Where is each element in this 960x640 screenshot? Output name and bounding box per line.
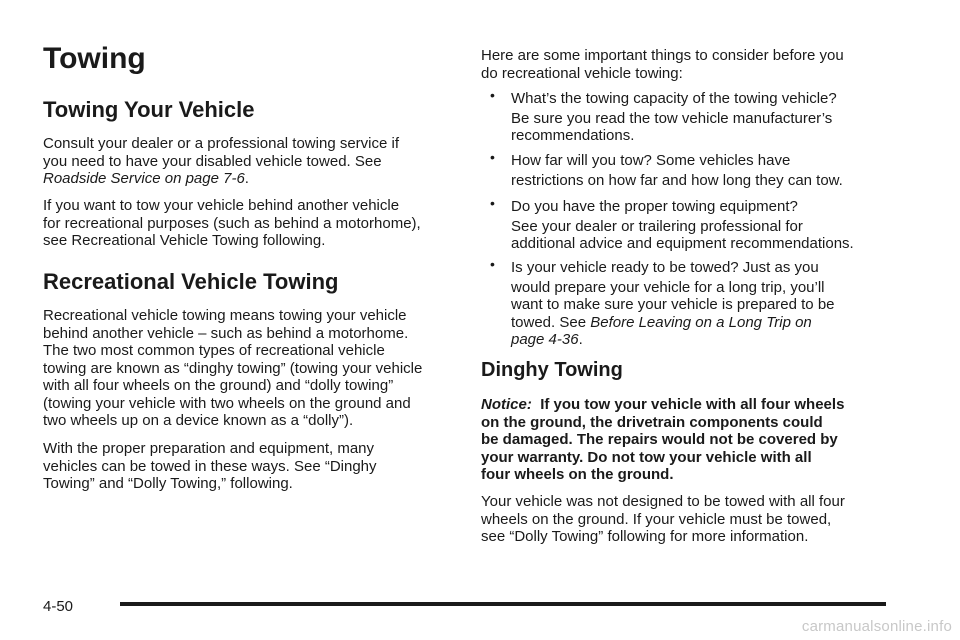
text-line: vehicles can be towed in these ways. See “Dinghy [43,457,377,475]
page-title: Towing [43,42,146,75]
text-line: want to make sure your vehicle is prepared to be [511,296,835,313]
text-line: What’s the towing capacity of the towing vehicle? [511,90,837,107]
text-line: Be sure you read the tow vehicle manufacturer’s [511,109,833,127]
paragraph-consult-dealer [43,135,399,188]
text-line: with all four wheels on the ground) and “dolly towing” [43,377,394,394]
text-line: for recreational purposes (such as behind a motorhome), [43,214,421,232]
text-line: see Recreational Vehicle Towing following. [43,232,326,249]
text-line: towing are known as “dinghy towing” (towing your vehicle [43,359,423,377]
text-line: you need to have your disabled vehicle towed. See [43,152,382,170]
notice-drivetrain-damage [481,396,844,484]
text-line: your warranty. Do not tow your vehicle with all [481,448,812,466]
text-line: Is your vehicle ready to be towed? Just as you [511,259,819,276]
text-segment: towed. See [511,313,591,331]
text-line: four wheels on the ground. [481,466,674,483]
text-line: Towing” and “Dolly Towing,” following. [43,475,293,492]
text-line: wheels on the ground. If your vehicle must be towed, [481,510,832,528]
text-line: If you tow your vehicle with all four wheels [540,396,845,413]
text-line: on the ground, the drivetrain components could [481,413,823,431]
text-line: The two most common types of recreational vehicle [43,342,385,359]
heading-recreational-vehicle-towing: Recreational Vehicle Towing [43,269,339,294]
text-punctuation: . [578,331,583,348]
cross-reference-long-trip[interactable]: Before Leaving on a Long Trip on [590,313,812,331]
text-line: two wheels up on a device known as a “dolly”). [43,412,354,429]
text-line: If you want to tow your vehicle behind another vehicle [43,197,400,214]
text-line: (towing your vehicle with two wheels on the ground and [43,394,411,412]
cross-reference-roadside-service[interactable]: Roadside Service on page 7-6 [43,170,245,187]
text-line: See your dealer or trailering professional for [511,217,803,235]
text-punctuation: . [244,170,249,187]
paragraph-intro [481,47,844,82]
text-line: Recreational vehicle towing means towing your vehicle [43,307,407,324]
text-line: Your vehicle was not designed to be towed with all four [481,493,845,510]
cross-reference-long-trip-page[interactable]: page 4-36 [511,331,579,348]
text-line: do recreational vehicle towing: [481,64,683,82]
text-line: recommendations. [511,127,635,144]
text-line: would prepare your vehicle for a long trip, you’ll [511,278,825,296]
bullet-icon: • [490,256,495,272]
paragraph-recreational-definition [43,307,422,430]
text-line: With the proper preparation and equipment, many [43,440,375,457]
text-line: How far will you tow? Some vehicles have [511,152,791,169]
paragraph-recreational-purposes [43,197,421,250]
heading-dinghy-towing: Dinghy Towing [481,359,623,381]
text-line: see “Dolly Towing” following for more information. [481,528,809,545]
page-number: 4-50 [43,598,74,615]
text-line: Do you have the proper towing equipment? [511,198,798,215]
text-line: additional advice and equipment recommendations. [511,235,854,252]
paragraph-preparation [43,440,377,493]
bullet-icon: • [490,87,495,103]
text-line: behind another vehicle – such as behind a motorhome. [43,324,409,342]
bullet-icon: • [490,149,495,165]
text-line: be damaged. The repairs would not be covered by [481,431,838,448]
watermark: carmanualsonline.info [801,618,952,635]
text-line: Here are some important things to consider before you [481,47,844,64]
text-line: Consult your dealer or a professional towing service if [43,135,400,152]
text-line: restrictions on how far and how long they can tow. [511,171,843,189]
heading-towing-your-vehicle: Towing Your Vehicle [43,97,255,122]
paragraph-not-designed [481,493,845,546]
footer-divider [120,602,886,606]
bullet-icon: • [490,195,495,211]
notice-label: Notice: [481,396,532,413]
